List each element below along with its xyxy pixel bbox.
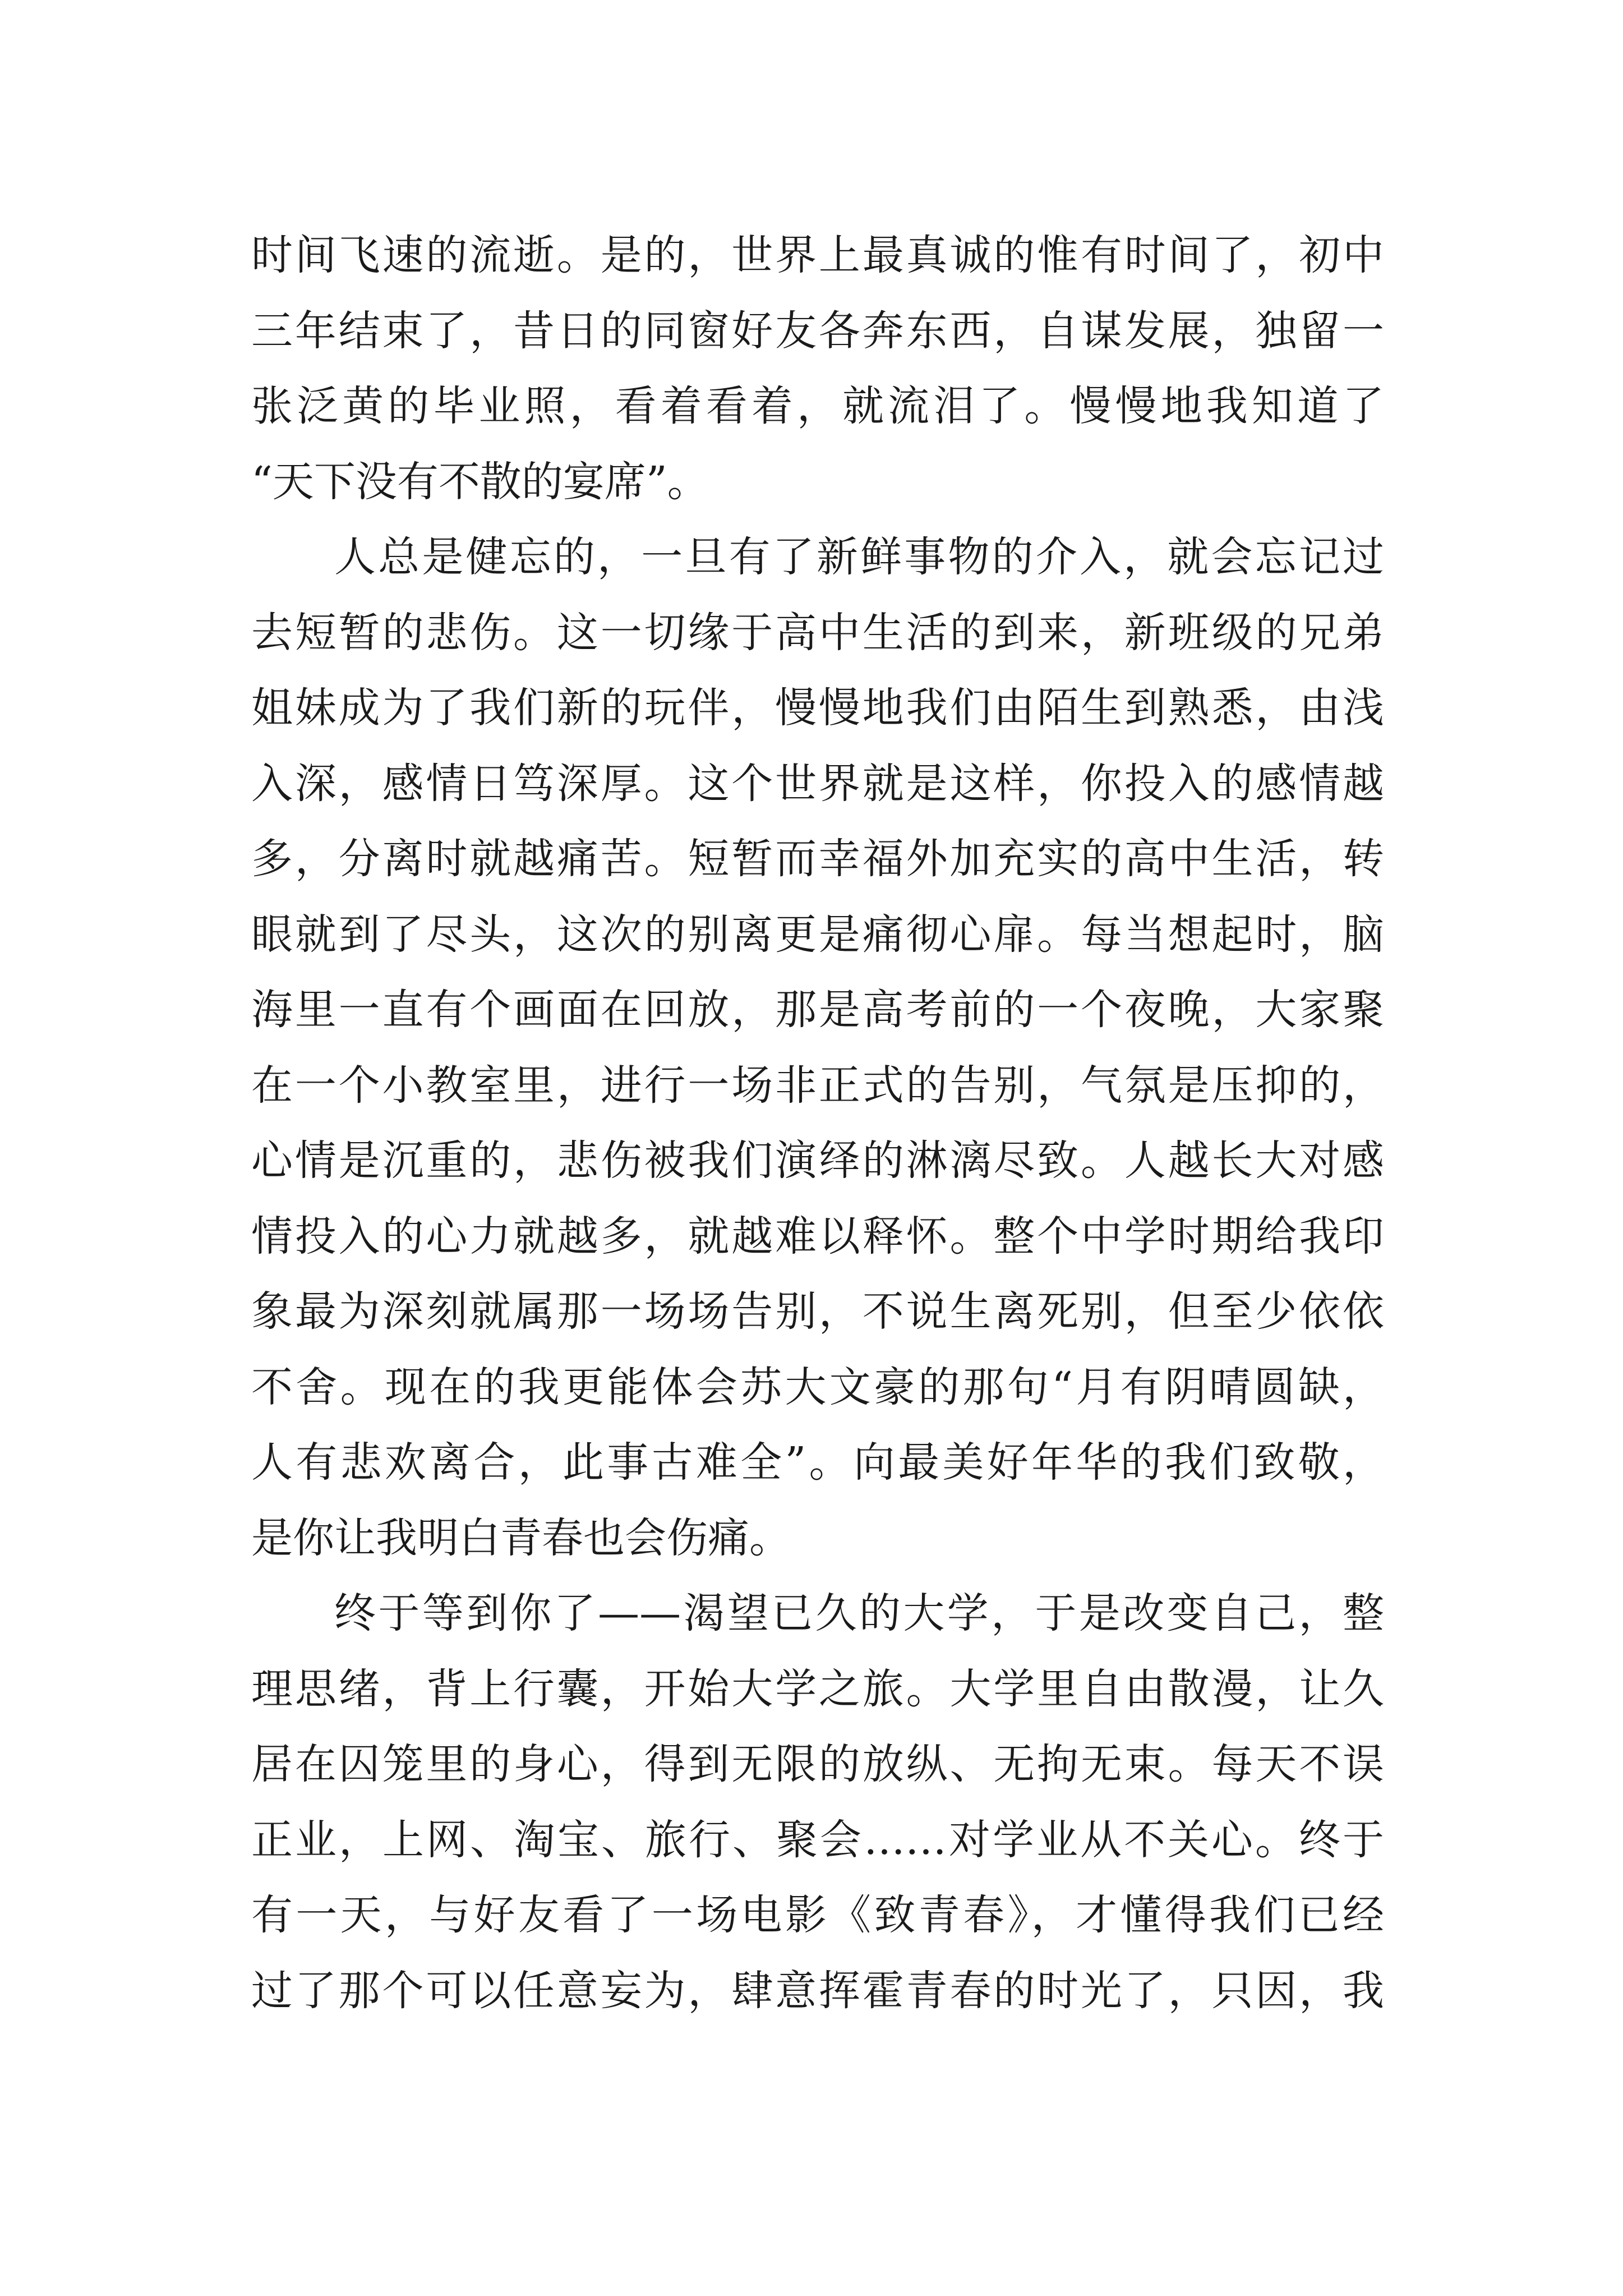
- paragraph-1: [251, 218, 1384, 519]
- text-line: 象最为深刻就属那一场场告别，不说生离死别，但至少依依: [251, 1287, 1384, 1336]
- body-text: [251, 218, 1384, 2028]
- text-line: 在一个小教室里，进行一场非正式的告别，气氛是压抑的，: [251, 1061, 1384, 1110]
- paragraph-3: [251, 1576, 1384, 2028]
- text-line: 时间飞速的流逝。是的，世界上最真诚的惟有时间了，初中: [251, 231, 1384, 279]
- text-line: 终于等到你了——渴望已久的大学，于是改变自己，整: [334, 1589, 1384, 1637]
- paragraph-2: [251, 519, 1384, 1576]
- text-line: 张泛黄的毕业照，看着看着，就流泪了。慢慢地我知道了: [251, 382, 1384, 430]
- text-line: 不舍。现在的我更能体会苏大文豪的那句“月有阴晴圆缺，: [251, 1363, 1384, 1411]
- text-line: 去短暂的悲伤。这一切缘于高中生活的到来，新班级的兄弟: [251, 608, 1384, 657]
- text-line: 多，分离时就越痛苦。短暂而幸福外加充实的高中生活，转: [251, 835, 1384, 883]
- text-line: 姐妹成为了我们新的玩伴，慢慢地我们由陌生到熟悉，由浅: [251, 684, 1384, 732]
- text-line: 有一天，与好友看了一场电影《致青春》，才懂得我们已经: [251, 1891, 1384, 1939]
- text-line: 正业，上网、淘宝、旅行、聚会……对学业从不关心。终于: [251, 1815, 1384, 1864]
- text-line: “天下没有不散的宴席”。: [251, 457, 709, 506]
- text-line: 是你让我明白青春也会伤痛。: [251, 1513, 791, 1562]
- text-line: 三年结束了，昔日的同窗好友各奔东西，自谋发展，独留一: [251, 306, 1384, 355]
- text-line: 情投入的心力就越多，就越难以释怀。整个中学时期给我印: [251, 1212, 1384, 1260]
- text-line: 人总是健忘的，一旦有了新鲜事物的介入，就会忘记过: [334, 533, 1384, 581]
- text-line: 海里一直有个画面在回放，那是高考前的一个夜晚，大家聚: [251, 986, 1384, 1034]
- text-line: 人有悲欢离合，此事古难全”。向最美好年华的我们致敬，: [251, 1438, 1384, 1487]
- text-line: 过了那个可以任意妄为，肆意挥霍青春的时光了，只因，我: [251, 1966, 1384, 2015]
- text-line: 入深，感情日笃深厚。这个世界就是这样，你投入的感情越: [251, 759, 1384, 808]
- text-line: 居在囚笼里的身心，得到无限的放纵、无拘无束。每天不误: [251, 1740, 1384, 1788]
- text-line: 眼就到了尽头，这次的别离更是痛彻心扉。每当想起时，脑: [251, 910, 1384, 959]
- text-line: 心情是沉重的，悲伤被我们演绎的淋漓尽致。人越长大对感: [251, 1137, 1384, 1185]
- text-line: 理思绪，背上行囊，开始大学之旅。大学里自由散漫，让久: [251, 1664, 1384, 1713]
